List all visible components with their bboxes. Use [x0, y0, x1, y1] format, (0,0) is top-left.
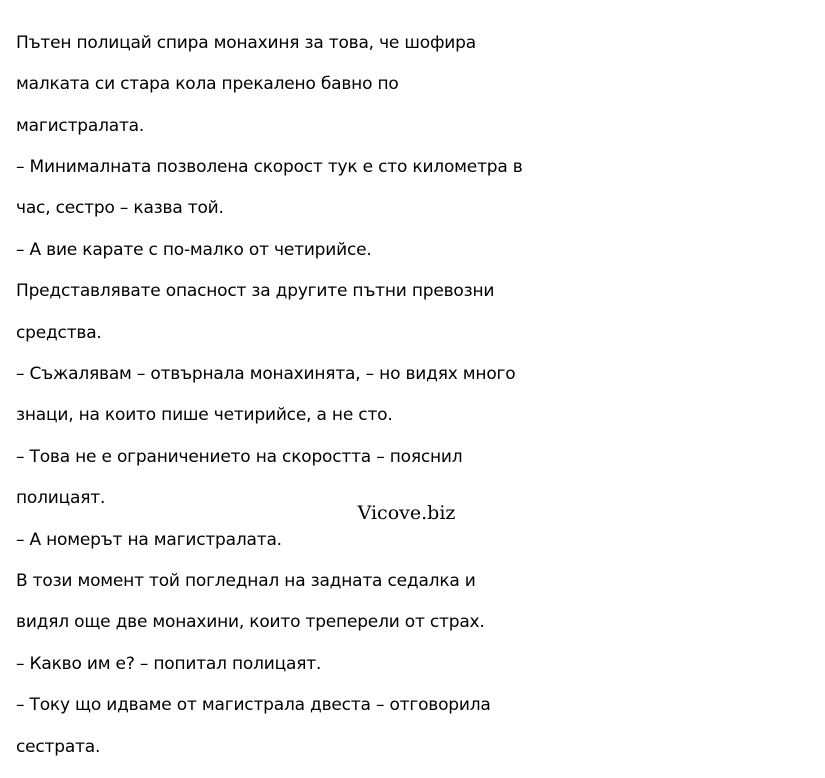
joke-line: знаци, на които пише четирийсе, а не сто. — [16, 405, 393, 426]
joke-line: – А вие карате с по-малко от четирийсе. — [16, 239, 372, 260]
joke-line: полицаят. — [16, 488, 106, 509]
joke-line: В този момент той погледнал на задната седалка и — [16, 570, 476, 591]
joke-line: Представлявате опасност за другите пътни превозни — [16, 281, 495, 302]
joke-line: – Съжалявам – отвърнала монахинята, – но видях много — [16, 363, 516, 384]
joke-line: сестрата. — [16, 736, 101, 757]
site-watermark: Vicove.biz — [357, 502, 456, 524]
joke-line: час, сестро – казва той. — [16, 198, 224, 219]
joke-line: – Какво им е? – попитал полицаят. — [16, 653, 322, 674]
joke-line: Пътен полицай спира монахиня за това, че шофира — [16, 32, 476, 53]
joke-line: – Това не е ограничението на скоростта – пояснил — [16, 446, 463, 467]
joke-line: средства. — [16, 322, 102, 343]
joke-text — [16, 12, 616, 778]
joke-line: – А номерът на магистралата. — [16, 529, 282, 550]
joke-line: – Минималната позволена скорост тук е сто километра в — [16, 156, 523, 177]
joke-line: видял още две монахини, които треперели от страх. — [16, 612, 485, 633]
joke-line: – Току що идваме от магистрала двеста – отговорила — [16, 695, 491, 716]
joke-line: малката си стара кола прекалено бавно по — [16, 74, 399, 95]
joke-line: магистралата. — [16, 115, 145, 136]
